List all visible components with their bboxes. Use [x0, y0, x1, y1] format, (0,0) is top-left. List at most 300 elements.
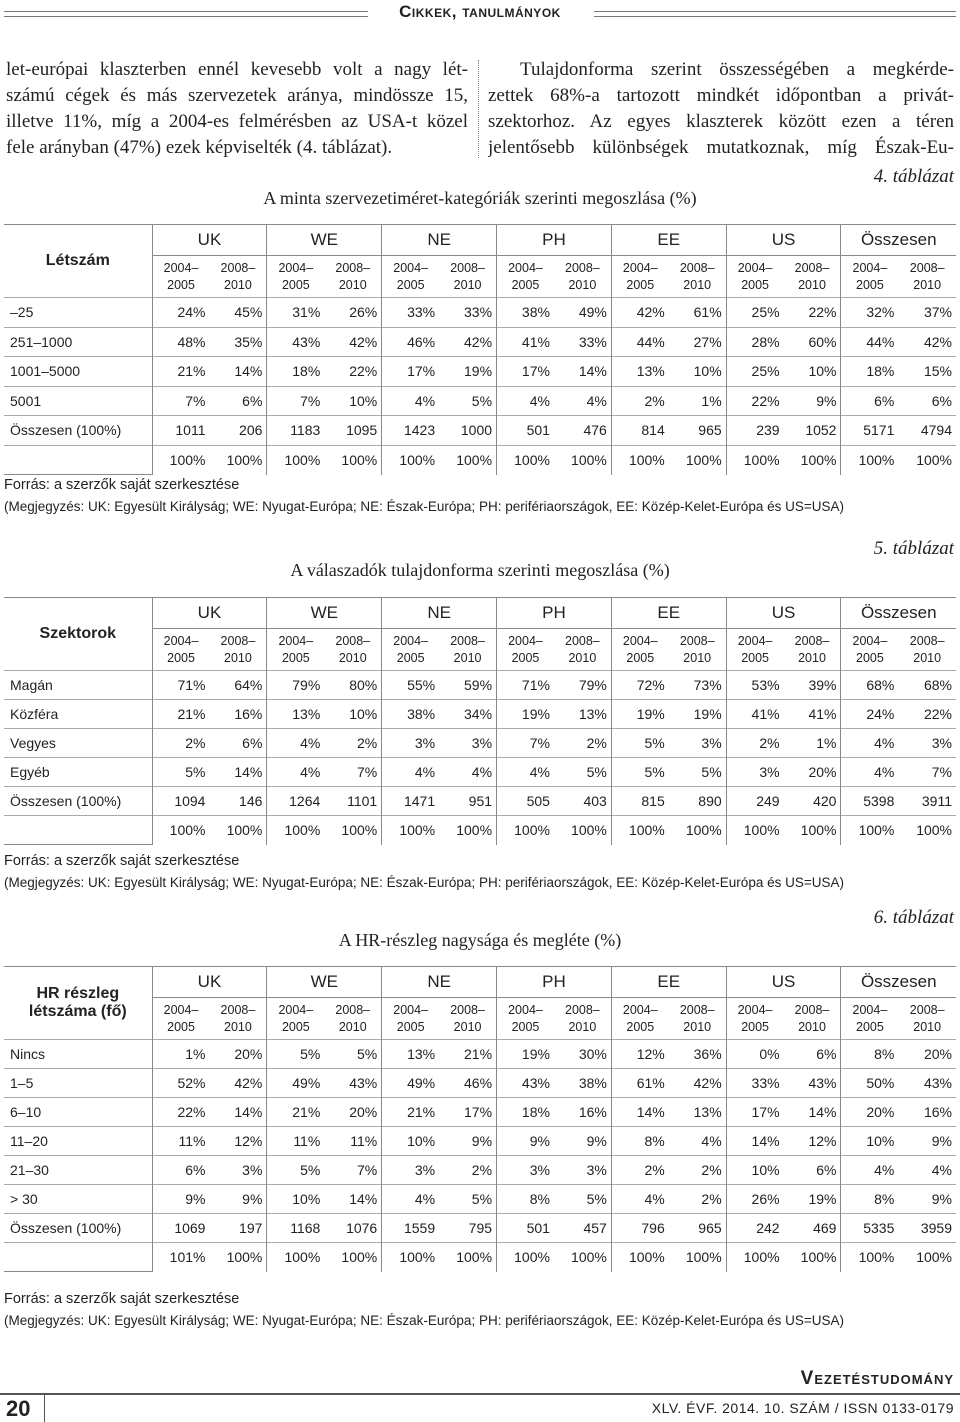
- table-cell: 5%: [611, 729, 668, 758]
- table-cell: 890: [669, 787, 726, 816]
- table-cell: 1052: [784, 416, 841, 446]
- table-cell: 4%: [439, 758, 496, 787]
- table-cell: 17%: [497, 357, 554, 387]
- table-cell: 3%: [209, 1156, 266, 1185]
- year-end: 2010: [453, 277, 482, 292]
- data-table: [4, 597, 956, 845]
- table-cell: 19%: [784, 1185, 841, 1214]
- data-table: [4, 966, 956, 1272]
- table-cell: 41%: [784, 700, 841, 729]
- table-cell: 2%: [611, 386, 668, 416]
- table-cell: 100%: [898, 445, 956, 475]
- year-header: [152, 629, 209, 671]
- table-cell: 14%: [726, 1127, 783, 1156]
- table-cell: 796: [611, 1214, 668, 1243]
- row-label: Magán: [4, 671, 152, 700]
- year-end: 2010: [224, 277, 252, 292]
- year-header: [497, 998, 554, 1040]
- year-start: 2008–: [679, 633, 715, 648]
- row-label: 11–20: [4, 1127, 152, 1156]
- table-row: [4, 758, 956, 787]
- row-label: 251–1000: [4, 327, 152, 357]
- table-cell: 22%: [726, 386, 783, 416]
- table-cell: 55%: [382, 671, 439, 700]
- table-source: [4, 850, 844, 894]
- table-row: [4, 327, 956, 357]
- year-header: [611, 998, 668, 1040]
- table-cell: 19%: [439, 357, 496, 387]
- year-end: 2010: [913, 650, 942, 665]
- year-start: 2004–: [278, 260, 314, 275]
- table-cell: 42%: [669, 1069, 726, 1098]
- table-cell: 79%: [554, 671, 611, 700]
- table-cell: 501: [497, 1214, 554, 1243]
- year-end: 2010: [568, 1019, 597, 1034]
- table-cell: 42%: [209, 1069, 266, 1098]
- table-number: 4. táblázat: [873, 166, 954, 187]
- table-cell: 21%: [152, 357, 209, 387]
- year-end: 2005: [167, 1019, 195, 1034]
- table-cell: 24%: [152, 298, 209, 328]
- intro-line: fele arányban (47%) ezek képviselték (4. táblázat).: [6, 137, 393, 158]
- table-cell: 100%: [669, 816, 726, 845]
- year-start: 2008–: [450, 1002, 485, 1017]
- table-cell: 18%: [841, 357, 898, 387]
- table-cell: 64%: [209, 671, 266, 700]
- year-header: [152, 256, 209, 298]
- table-cell: 38%: [554, 1069, 611, 1098]
- table-cell: 15%: [898, 357, 956, 387]
- table-cell: 4%: [841, 729, 898, 758]
- year-end: 2010: [798, 277, 826, 292]
- table-cell: 10%: [267, 1185, 324, 1214]
- year-end: 2005: [167, 277, 195, 292]
- table-cell: 79%: [267, 671, 324, 700]
- year-end: 2010: [798, 1019, 826, 1034]
- year-start: 2004–: [852, 633, 888, 648]
- table-cell: 41%: [726, 700, 783, 729]
- year-header: [554, 256, 611, 298]
- year-header: [669, 998, 726, 1040]
- source-line: Forrás: a szerzők saját szerkesztése: [4, 1291, 240, 1307]
- table-cell: 2%: [669, 1185, 726, 1214]
- year-end: 2005: [281, 277, 310, 292]
- table-cell: 3%: [382, 1156, 439, 1185]
- year-start: 2008–: [335, 260, 371, 275]
- table-cell: 100%: [439, 816, 496, 845]
- table-cell: 8%: [497, 1185, 554, 1214]
- column-group-header: EE: [611, 225, 726, 256]
- table-cell: 43%: [898, 1069, 956, 1098]
- year-header: [898, 998, 956, 1040]
- row-label: [4, 445, 152, 475]
- table-title: A válaszadók tulajdonforma szerinti megoszlása (%): [290, 560, 670, 580]
- table-cell: 1183: [267, 416, 324, 446]
- table-cell: 46%: [439, 1069, 496, 1098]
- table-cell: 100%: [784, 816, 841, 845]
- table-row: [4, 445, 956, 475]
- table-cell: 37%: [898, 298, 956, 328]
- table-cell: 4%: [898, 1156, 956, 1185]
- year-start: 2004–: [393, 260, 429, 275]
- year-header: [841, 256, 898, 298]
- table-cell: 43%: [267, 327, 324, 357]
- table-cell: 100%: [841, 1243, 898, 1272]
- table-cell: 7%: [324, 1156, 381, 1185]
- table-cell: 20%: [784, 758, 841, 787]
- year-header: [669, 629, 726, 671]
- table-cell: 7%: [497, 729, 554, 758]
- year-end: 2005: [741, 650, 770, 665]
- row-header: Létszám: [4, 225, 152, 298]
- year-header: [152, 998, 209, 1040]
- year-end: 2005: [396, 650, 425, 665]
- table-cell: 3911: [898, 787, 956, 816]
- table-cell: 100%: [669, 1243, 726, 1272]
- table-cell: 403: [554, 787, 611, 816]
- table-cell: 7%: [267, 386, 324, 416]
- table-cell: 100%: [209, 445, 266, 475]
- year-header: [784, 256, 841, 298]
- year-start: 2008–: [220, 1002, 256, 1017]
- table-cell: 6%: [898, 386, 956, 416]
- year-end: 2010: [913, 1019, 942, 1034]
- table-cell: 14%: [784, 1098, 841, 1127]
- table-cell: 42%: [439, 327, 496, 357]
- table-cell: 61%: [669, 298, 726, 328]
- row-label: –25: [4, 298, 152, 328]
- table-cell: 72%: [611, 671, 668, 700]
- table-cell: 100%: [841, 445, 898, 475]
- table-cell: 80%: [324, 671, 381, 700]
- table-cell: 100%: [611, 816, 668, 845]
- table-cell: 4%: [497, 386, 554, 416]
- year-start: 2008–: [220, 633, 256, 648]
- year-header: [209, 998, 266, 1040]
- table-cell: 45%: [209, 298, 266, 328]
- table-cell: 6%: [784, 1156, 841, 1185]
- table-cell: 1069: [152, 1214, 209, 1243]
- table-cell: 20%: [898, 1040, 956, 1069]
- table-cell: 24%: [841, 700, 898, 729]
- year-header: [611, 256, 668, 298]
- year-start: 2004–: [737, 633, 773, 648]
- table-cell: 27%: [669, 327, 726, 357]
- table-cell: 100%: [898, 1243, 956, 1272]
- row-label: [4, 1243, 152, 1272]
- table-cell: 49%: [382, 1069, 439, 1098]
- table-cell: 8%: [611, 1127, 668, 1156]
- year-start: 2004–: [508, 633, 543, 648]
- column-group-header: WE: [267, 598, 382, 629]
- table-cell: 52%: [152, 1069, 209, 1098]
- table-cell: 814: [611, 416, 668, 446]
- year-end: 2010: [568, 650, 597, 665]
- table-cell: 3%: [726, 758, 783, 787]
- table-cell: 19%: [611, 700, 668, 729]
- table-cell: 100%: [497, 445, 554, 475]
- table-cell: 100%: [382, 816, 439, 845]
- table-cell: 21%: [382, 1098, 439, 1127]
- table-cell: 71%: [497, 671, 554, 700]
- table-row: [4, 386, 956, 416]
- year-start: 2008–: [679, 260, 715, 275]
- table-cell: 4%: [554, 386, 611, 416]
- table-cell: 33%: [554, 327, 611, 357]
- table-cell: 46%: [382, 327, 439, 357]
- table-cell: 9%: [497, 1127, 554, 1156]
- table-cell: 1101: [324, 787, 381, 816]
- table-cell: 4%: [669, 1127, 726, 1156]
- table-cell: 501: [497, 416, 554, 446]
- table-cell: 1094: [152, 787, 209, 816]
- table-cell: 965: [669, 1214, 726, 1243]
- year-start: 2004–: [737, 1002, 773, 1017]
- table-cell: 10%: [382, 1127, 439, 1156]
- row-header: Szektorok: [4, 598, 152, 671]
- table-cell: 10%: [324, 700, 381, 729]
- table-cell: 206: [209, 416, 266, 446]
- table-row: [4, 671, 956, 700]
- note-line: (Megjegyzés: UK: Egyesült Királyság; WE: Nyugat-Európa; NE: Észak-Európa; PH: perifériaországok, EE: Közép-Kelet-Európa és US=USA): [4, 875, 844, 890]
- year-header: [382, 256, 439, 298]
- table-cell: 35%: [209, 327, 266, 357]
- table-cell: 1471: [382, 787, 439, 816]
- column-group-header: WE: [267, 225, 382, 256]
- year-start: 2004–: [622, 1002, 658, 1017]
- table-cell: 100%: [209, 816, 266, 845]
- table-cell: 100%: [784, 1243, 841, 1272]
- column-group-header: NE: [382, 225, 497, 256]
- table-cell: 1423: [382, 416, 439, 446]
- column-group-header: WE: [267, 967, 382, 998]
- table-cell: 10%: [784, 357, 841, 387]
- year-header: [324, 998, 381, 1040]
- year-header: [267, 629, 324, 671]
- table-cell: 73%: [669, 671, 726, 700]
- table-cell: 4%: [497, 758, 554, 787]
- year-start: 2004–: [852, 1002, 888, 1017]
- table-cell: 2%: [152, 729, 209, 758]
- table-cell: 25%: [726, 298, 783, 328]
- table-cell: 44%: [611, 327, 668, 357]
- column-group-header: Összesen: [841, 598, 956, 629]
- table-cell: 3%: [382, 729, 439, 758]
- row-label: [4, 816, 152, 845]
- table-cell: 6%: [152, 1156, 209, 1185]
- year-header: [726, 629, 783, 671]
- table-title: A minta szervezetiméret-kategóriák szerinti megoszlása (%): [263, 188, 697, 208]
- row-label: Összesen (100%): [4, 416, 152, 446]
- row-label: Nincs: [4, 1040, 152, 1069]
- column-group-header: EE: [611, 598, 726, 629]
- table-cell: 100%: [152, 445, 209, 475]
- table-cell: 1011: [152, 416, 209, 446]
- row-label: 1001–5000: [4, 357, 152, 387]
- row-label: Közféra: [4, 700, 152, 729]
- table-cell: 43%: [324, 1069, 381, 1098]
- year-start: 2008–: [450, 633, 485, 648]
- year-end: 2010: [338, 1019, 367, 1034]
- table-cell: 100%: [267, 816, 324, 845]
- table-cell: 44%: [841, 327, 898, 357]
- column-group-header: Összesen: [841, 967, 956, 998]
- column-group-header: UK: [152, 225, 267, 256]
- table-cell: 13%: [382, 1040, 439, 1069]
- table-cell: 100%: [554, 445, 611, 475]
- table-cell: 6%: [784, 1040, 841, 1069]
- year-end: 2005: [396, 277, 425, 292]
- year-end: 2005: [856, 277, 884, 292]
- table-source: [4, 474, 844, 518]
- table-cell: 100%: [439, 445, 496, 475]
- table-cell: 61%: [611, 1069, 668, 1098]
- row-label: Összesen (100%): [4, 787, 152, 816]
- table-cell: 12%: [209, 1127, 266, 1156]
- intro-right-column: [488, 57, 954, 161]
- table-row: [4, 1156, 956, 1185]
- column-group-header: EE: [611, 967, 726, 998]
- year-header: [497, 256, 554, 298]
- table-cell: 14%: [554, 357, 611, 387]
- year-end: 2005: [511, 1019, 540, 1034]
- table-number: 6. táblázat: [873, 907, 954, 928]
- table-cell: 21%: [267, 1098, 324, 1127]
- table-cell: 3%: [497, 1156, 554, 1185]
- table-cell: 33%: [439, 298, 496, 328]
- table-cell: 16%: [554, 1098, 611, 1127]
- table-number: 5. táblázat: [873, 538, 954, 559]
- table-cell: 239: [726, 416, 783, 446]
- year-header: [841, 629, 898, 671]
- year-end: 2010: [798, 650, 826, 665]
- year-header: [669, 256, 726, 298]
- table-cell: 5%: [554, 1185, 611, 1214]
- table-cell: 5%: [152, 758, 209, 787]
- year-start: 2008–: [565, 1002, 600, 1017]
- table-cell: 49%: [554, 298, 611, 328]
- table-cell: 100%: [209, 1243, 266, 1272]
- year-header: [267, 256, 324, 298]
- column-group-header: UK: [152, 967, 267, 998]
- table-cell: 16%: [898, 1098, 956, 1127]
- table-row: [4, 1243, 956, 1272]
- year-end: 2010: [453, 1019, 482, 1034]
- table-cell: 4%: [841, 1156, 898, 1185]
- year-header: [611, 629, 668, 671]
- table-cell: 100%: [497, 1243, 554, 1272]
- data-table: [4, 224, 956, 475]
- table-cell: 22%: [324, 357, 381, 387]
- year-end: 2010: [338, 277, 367, 292]
- table-cell: 100%: [554, 1243, 611, 1272]
- year-end: 2010: [224, 650, 252, 665]
- table-cell: 19%: [669, 700, 726, 729]
- table-row: [4, 1069, 956, 1098]
- issue-info: XLV. ÉVF. 2014. 10. SZÁM / ISSN 0133-0179: [651, 1400, 954, 1416]
- table-cell: 9%: [554, 1127, 611, 1156]
- column-group-header: NE: [382, 967, 497, 998]
- table-cell: 13%: [611, 357, 668, 387]
- source-line: Forrás: a szerzők saját szerkesztése: [4, 477, 240, 493]
- table-cell: 100%: [611, 445, 668, 475]
- table-cell: 11%: [152, 1127, 209, 1156]
- table-cell: 10%: [841, 1127, 898, 1156]
- year-start: 2008–: [909, 1002, 945, 1017]
- table-row: [4, 1040, 956, 1069]
- table-cell: 5%: [554, 758, 611, 787]
- table-cell: 9%: [439, 1127, 496, 1156]
- table-cell: 4%: [382, 386, 439, 416]
- column-group-header: PH: [497, 225, 612, 256]
- column-group-header: PH: [497, 967, 612, 998]
- table-cell: 33%: [726, 1069, 783, 1098]
- table-cell: 5%: [439, 1185, 496, 1214]
- footer-rule: [0, 1393, 960, 1395]
- table-cell: 6%: [209, 386, 266, 416]
- table-cell: 60%: [784, 327, 841, 357]
- table-cell: 5335: [841, 1214, 898, 1243]
- table-cell: 100%: [726, 816, 783, 845]
- section-title: Cikkek, tanulmányok: [399, 2, 561, 21]
- table-cell: 36%: [669, 1040, 726, 1069]
- table-cell: 41%: [497, 327, 554, 357]
- note-line: (Megjegyzés: UK: Egyesült Királyság; WE: Nyugat-Európa; NE: Észak-Európa; PH: perifériaországok, EE: Közép-Kelet-Európa és US=USA): [4, 1313, 844, 1328]
- table-cell: 3%: [898, 729, 956, 758]
- row-label: Összesen (100%): [4, 1214, 152, 1243]
- table-cell: 42%: [611, 298, 668, 328]
- year-header: [497, 629, 554, 671]
- year-header: [784, 998, 841, 1040]
- table-cell: 1095: [324, 416, 381, 446]
- table-cell: 14%: [611, 1098, 668, 1127]
- year-header: [439, 256, 496, 298]
- table-cell: 9%: [784, 386, 841, 416]
- year-start: 2004–: [622, 633, 658, 648]
- table-cell: 21%: [152, 700, 209, 729]
- table-cell: 68%: [841, 671, 898, 700]
- table-cell: 100%: [439, 1243, 496, 1272]
- column-group-header: UK: [152, 598, 267, 629]
- table-cell: 14%: [209, 1098, 266, 1127]
- year-end: 2005: [856, 650, 884, 665]
- intro-left-column: [6, 57, 468, 161]
- table-cell: 11%: [267, 1127, 324, 1156]
- magazine-name: Vezetéstudomány: [800, 1368, 954, 1389]
- table-cell: 100%: [554, 816, 611, 845]
- table-cell: 19%: [497, 700, 554, 729]
- table-cell: 22%: [898, 700, 956, 729]
- year-end: 2010: [453, 650, 482, 665]
- table-cell: 5171: [841, 416, 898, 446]
- row-label: 5001: [4, 386, 152, 416]
- year-end: 2005: [856, 1019, 884, 1034]
- year-start: 2004–: [508, 260, 543, 275]
- table-cell: 1%: [152, 1040, 209, 1069]
- table-source: [4, 1288, 844, 1332]
- table-row: [4, 729, 956, 758]
- column-group-header: PH: [497, 598, 612, 629]
- year-start: 2004–: [163, 1002, 199, 1017]
- year-start: 2008–: [450, 260, 485, 275]
- table-cell: 3%: [439, 729, 496, 758]
- page-header: [0, 0, 960, 26]
- year-start: 2008–: [794, 633, 830, 648]
- table-cell: 100%: [324, 1243, 381, 1272]
- table-cell: 11%: [324, 1127, 381, 1156]
- table-row: [4, 1127, 956, 1156]
- table-cell: 16%: [209, 700, 266, 729]
